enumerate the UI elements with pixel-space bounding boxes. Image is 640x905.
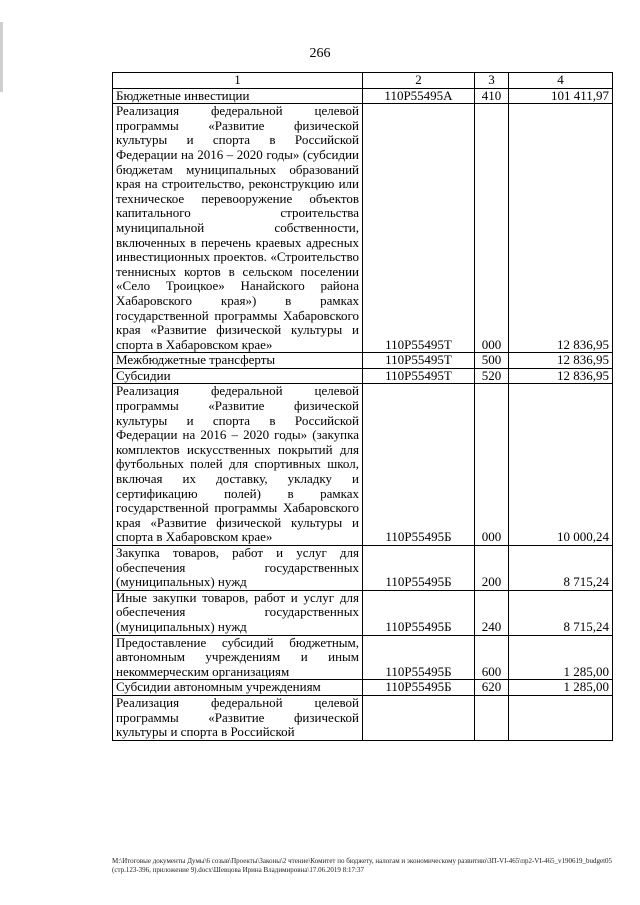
table-row	[113, 384, 613, 546]
column-header: 3	[475, 73, 509, 89]
table-row	[113, 590, 613, 635]
row-code: 110P55495Б	[363, 384, 475, 546]
row-description: Реализация федеральной целевой программы «Развитие физической культуры и спорта в Российской Федерации на 2016 – 2020 годы» (закупка комплектов искусственных покрытий для футбольных полей для спортивных школ, включая их доставку, укладку и сертификацию полей) в рамках государственной программы Хабаровского края «Развитие физической культуры и спорта в Хабаровском крае»	[113, 384, 363, 546]
row-description: Бюджетные инвестиции	[113, 88, 363, 104]
table-row	[113, 104, 613, 353]
row-code: 110P55495Б	[363, 635, 475, 680]
table-row	[113, 680, 613, 696]
row-description: Закупка товаров, работ и услуг для обеспечения государственных (муниципальных) нужд	[113, 546, 363, 591]
row-amount: 10 000,24	[509, 384, 613, 546]
row-type: 000	[475, 384, 509, 546]
row-type: 620	[475, 680, 509, 696]
row-description: Межбюджетные трансферты	[113, 353, 363, 369]
row-amount: 101 411,97	[509, 88, 613, 104]
row-amount: 1 285,00	[509, 680, 613, 696]
row-code: 110P55495Т	[363, 368, 475, 384]
row-code	[363, 695, 475, 740]
table-row	[113, 368, 613, 384]
row-description: Иные закупки товаров, работ и услуг для обеспечения государственных (муниципальных) нужд	[113, 590, 363, 635]
column-header: 1	[113, 73, 363, 89]
table-row	[113, 635, 613, 680]
row-type: 410	[475, 88, 509, 104]
row-description: Предоставление субсидий бюджетным, автономным учреждениям и иным некоммерческим организациям	[113, 635, 363, 680]
row-amount: 12 836,95	[509, 368, 613, 384]
row-type: 200	[475, 546, 509, 591]
row-type: 500	[475, 353, 509, 369]
table-row	[113, 695, 613, 740]
row-code: 110P55495Т	[363, 104, 475, 353]
row-code: 110P55495А	[363, 88, 475, 104]
row-description: Субсидии	[113, 368, 363, 384]
row-amount	[509, 695, 613, 740]
row-amount: 12 836,95	[509, 353, 613, 369]
table-row	[113, 88, 613, 104]
row-code: 110P55495Т	[363, 353, 475, 369]
row-type: 000	[475, 104, 509, 353]
column-header: 2	[363, 73, 475, 89]
table-row	[113, 546, 613, 591]
row-description: Реализация федеральной целевой программы «Развитие физической культуры и спорта в Российской Федерации на 2016 – 2020 годы» (субсидии бюджетам муниципальных образований края на строительство, реконструкцию или техническое перевооружение объектов капитального строительства муниципальной собственности, включенных в перечень краевых адресных инвестиционных проектов. «Строительство теннисных кортов в сельском поселении «Село Троицкое» Нанайского района Хабаровского края») в рамках государственной программы Хабаровского края «Развитие физической культуры и спорта в Хабаровском крае»	[113, 104, 363, 353]
table-header-row	[113, 73, 613, 89]
row-amount: 1 285,00	[509, 635, 613, 680]
row-code: 110P55495Б	[363, 546, 475, 591]
row-description: Субсидии автономным учреждениям	[113, 680, 363, 696]
page-number: 266	[309, 46, 331, 61]
row-type	[475, 695, 509, 740]
row-amount: 8 715,24	[509, 590, 613, 635]
row-type: 240	[475, 590, 509, 635]
row-description: Реализация федеральной целевой программы «Развитие физической культуры и спорта в Российской	[113, 695, 363, 740]
budget-table	[112, 72, 613, 741]
column-header: 4	[509, 73, 613, 89]
row-amount: 8 715,24	[509, 546, 613, 591]
row-code: 110P55495Б	[363, 680, 475, 696]
table-row	[113, 353, 613, 369]
row-amount: 12 836,95	[509, 104, 613, 353]
row-code: 110P55495Б	[363, 590, 475, 635]
row-type: 600	[475, 635, 509, 680]
row-type: 520	[475, 368, 509, 384]
document-path-footer: M:\Итоговые документы Думы\6 созыв\Проекты\Законы\2 чтение\Комитет по бюджету, налогам и экономическому развитию\ЗП-VI-465\пр2-VI-465_v190619_budget05 (стр.123-396, приложение 9).docx\Шевцова Ирина Владимировна\17.06.2019 8:17:37	[112, 857, 613, 874]
